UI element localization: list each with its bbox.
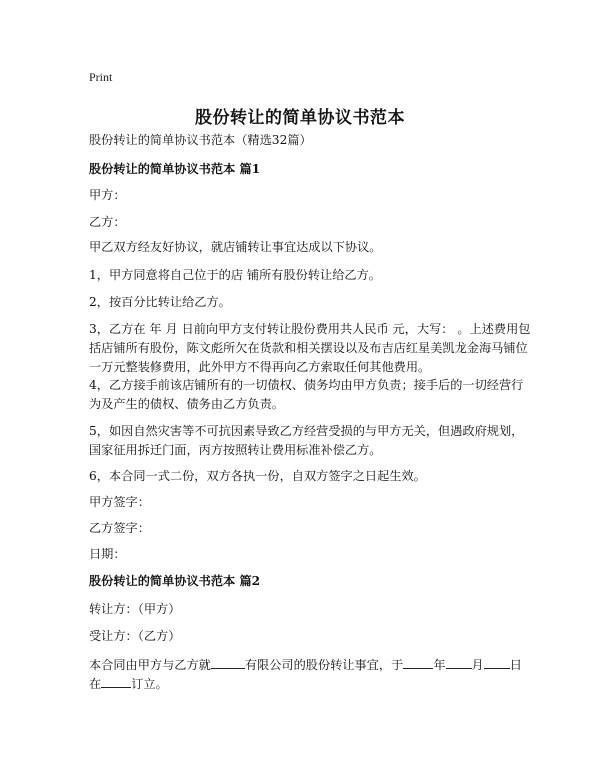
clause-1: 1，甲方同意将自己位于的店 铺所有股份转让给乙方。 xyxy=(89,268,381,282)
clause-3-line-3: 一万元整装修费用，此外甲方不得再向乙方索取任何其他费用。 xyxy=(89,360,431,374)
document-title: 股份转让的简单协议书范本 xyxy=(195,108,405,128)
clause-5-line-1: 5，如因自然灾害等不可抗因素导致乙方经营受损的与甲方无关，但遇政府规划， xyxy=(89,424,524,438)
body-text-part-2: 有限公司的股份转让事宜，于 xyxy=(244,658,404,672)
blank-company xyxy=(211,654,245,669)
blank-year xyxy=(403,654,433,669)
transferor-line: 转让方：（甲方） xyxy=(89,602,181,616)
clause-3-line-1: 3，乙方在 年 月 日前向甲方支付转让股份费用共人民币 元，大写： 。上述费用包 xyxy=(89,322,531,336)
blank-day xyxy=(484,654,510,669)
transferee-line: 受让方：（乙方） xyxy=(89,629,181,643)
signature-a: 甲方签字： xyxy=(89,495,150,509)
clause-2: 2，按百分比转让给乙方。 xyxy=(89,295,231,309)
section-heading-2: 股份转让的简单协议书范本 篇2 xyxy=(89,574,261,588)
intro-paragraph: 甲乙双方经友好协议，就店铺转让事宜达成以下协议。 xyxy=(89,240,382,254)
blank-month xyxy=(446,654,472,669)
clause-3-line-2: 括店铺所有股份，陈文彪所欠在货款和相关摆设以及布吉店红星美凯龙金海马铺位 xyxy=(89,341,528,355)
body-text-day: 日 xyxy=(509,658,522,672)
section-heading-1: 股份转让的简单协议书范本 篇1 xyxy=(89,162,261,176)
contract-body-line-2 xyxy=(89,673,521,694)
body-text-part-1: 本合同由甲方与乙方就 xyxy=(89,658,211,672)
clause-4-line-1: 4，乙方接手前该店铺所有的一切债权、债务均由甲方负责；接手后的一切经营行 xyxy=(89,378,524,392)
party-b-line: 乙方： xyxy=(89,215,126,229)
body-text-month: 月 xyxy=(471,658,484,672)
signature-b: 乙方签字： xyxy=(89,521,150,535)
body-text-year: 年 xyxy=(433,658,446,672)
print-label[interactable]: Print xyxy=(89,70,113,84)
body-text-at: 在 xyxy=(89,677,102,691)
body-text-end: 订立。 xyxy=(131,677,168,691)
clause-4-line-2: 为及产生的债权、债务由乙方负责。 xyxy=(89,397,284,411)
blank-place xyxy=(101,673,131,688)
clause-5-line-2: 国家征用拆迁门面，丙方按照转让费用标准补偿乙方。 xyxy=(89,443,382,457)
clause-6: 6，本合同一式二份，双方各执一份，自双方签字之日起生效。 xyxy=(89,469,426,483)
document-subtitle: 股份转让的简单协议书范本（精选32篇） xyxy=(89,133,312,147)
date-line: 日期： xyxy=(89,547,126,561)
contract-body-line-1 xyxy=(89,654,521,675)
party-a-line: 甲方： xyxy=(89,188,126,202)
